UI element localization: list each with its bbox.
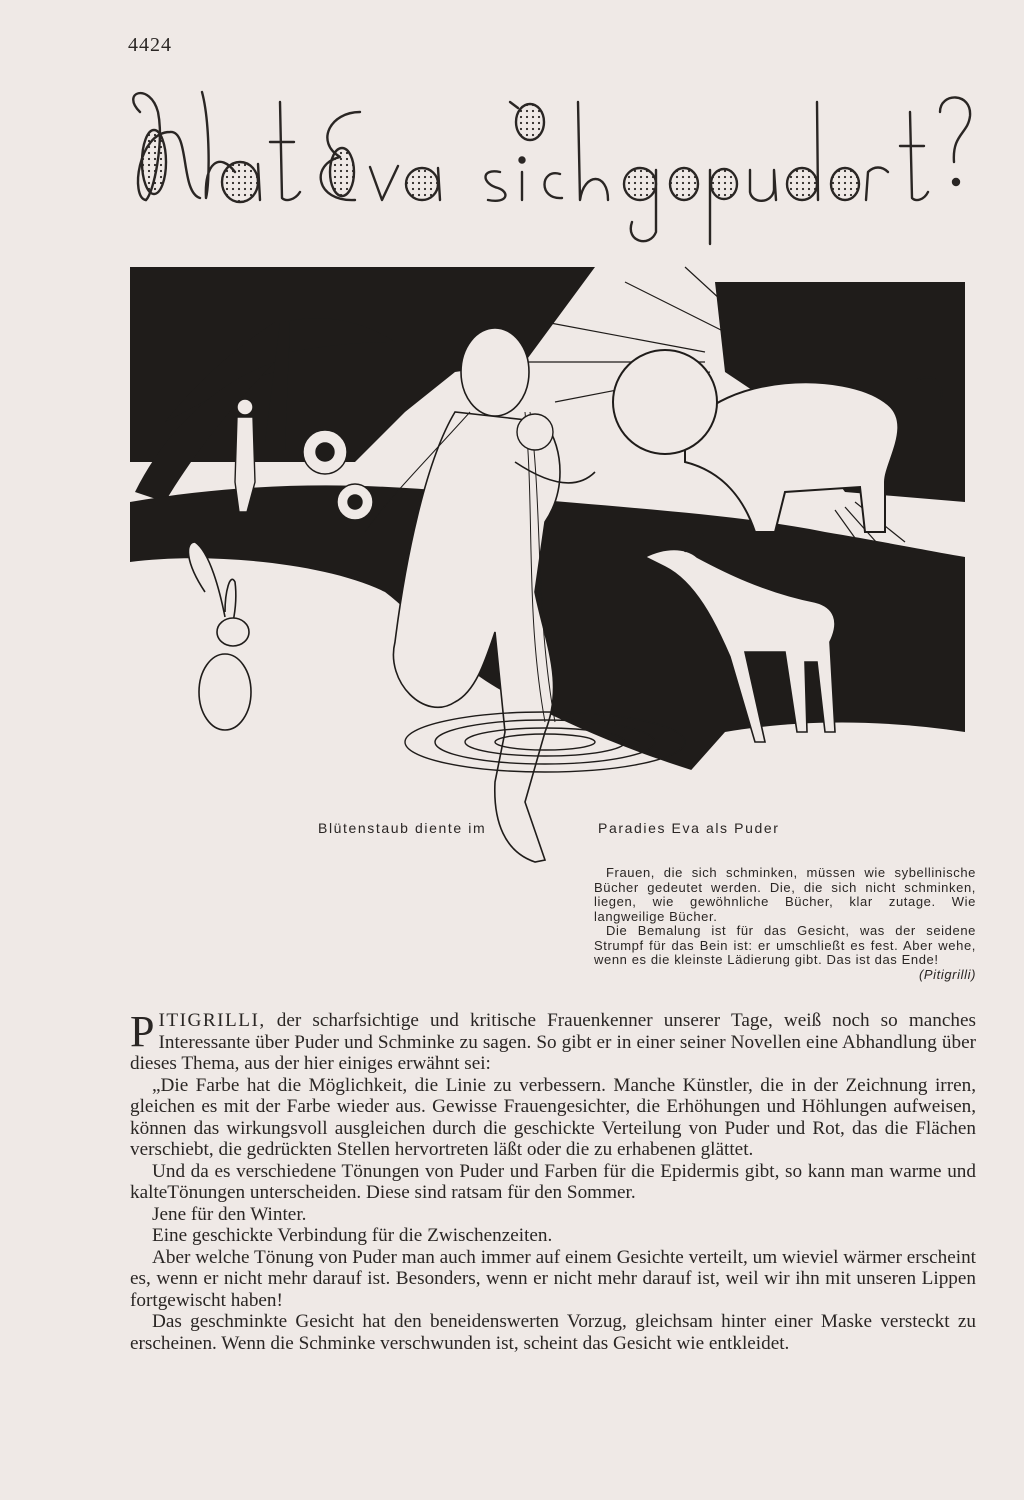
illustration-caption-left: Blütenstaub diente im [318, 820, 487, 836]
lead-text: der scharfsichtige und kritische Frauenkenner unserer Tage, weiß noch so manches Interessante über Puder und Schminke zu sagen. So gibt er in einer seiner Novellen eine Abhandlung über dieses Thema, aus der hier einiges erwähnt sei: [130, 1010, 976, 1074]
article-paragraph: Eine geschickte Verbindung für die Zwischenzeiten. [152, 1225, 553, 1246]
drop-cap: P [130, 1007, 155, 1056]
article-paragraph: „Die Farbe hat die Möglichkeit, die Linie zu verbessern. Manche Künstler, die in der Zeichnung irren, gleichen es mit der Farbe wieder aus. Gewisse Frauengesichter, die Erhöhungen und Höhlungen aufweisen, können das wirkungsvoll ausgleichen durch die geschickte Verteilung von Puder und Rot, das die Flächen verschiebt, die gedrückten Stellen hervortreten läßt oder die zu erhabenen glättet. [130, 1074, 976, 1160]
page-number: 4424 [128, 34, 172, 56]
article-paragraph: Jene für den Winter. [152, 1203, 307, 1225]
author-name: ITIGRILLI, [158, 1010, 266, 1031]
eve-illustration [125, 262, 970, 882]
quote-paragraph [594, 923, 976, 982]
quote-paragraph: Frauen, die sich schminken, müssen wie sybellinische Bücher gedeutet werden. Die, die sich nicht schminken, liegen, wie gewöhnliche Bücher, klar zutage. Wie langweilige Bücher. [594, 865, 976, 924]
page-title [110, 72, 990, 252]
illustration-caption-right: Paradies Eva als Puder [598, 820, 780, 836]
article-paragraph: Und da es verschiedene Tönungen von Puder und Farben für die Epidermis gibt, so kann man warme und kalteTönungen unterscheiden. Diese sind ratsam für den Sommer. [130, 1160, 976, 1203]
article-paragraph: Aber welche Tönung von Puder man auch immer auf einem Gesichte verteilt, um wieviel wärmer erscheint es, wenn er nicht mehr darauf ist. Besonders, wenn er nicht mehr darauf ist, weil wir ihn mit unseren Lippen fortgewischt haben! [130, 1246, 976, 1311]
quote-author: (Pitigrilli) [918, 966, 976, 982]
quote-paragraph-text: Die Bemalung ist für das Gesicht, was der seidene Strumpf für das Bein ist: er umschließt es fest. Aber wehe, wenn es die kleinste Lädierung gibt. Das ist das Ende! [594, 923, 976, 967]
pitigrilli-quote [594, 866, 976, 982]
article-body [130, 1007, 976, 1354]
article-lead-paragraph [130, 1007, 976, 1075]
article-paragraph: Das geschminkte Gesicht hat den beneidenswerten Vorzug, gleichsam hinter einer Maske versteckt zu erscheinen. Wenn die Schminke verschwunden ist, scheint das Gesicht wie entkleidet. [130, 1311, 976, 1354]
